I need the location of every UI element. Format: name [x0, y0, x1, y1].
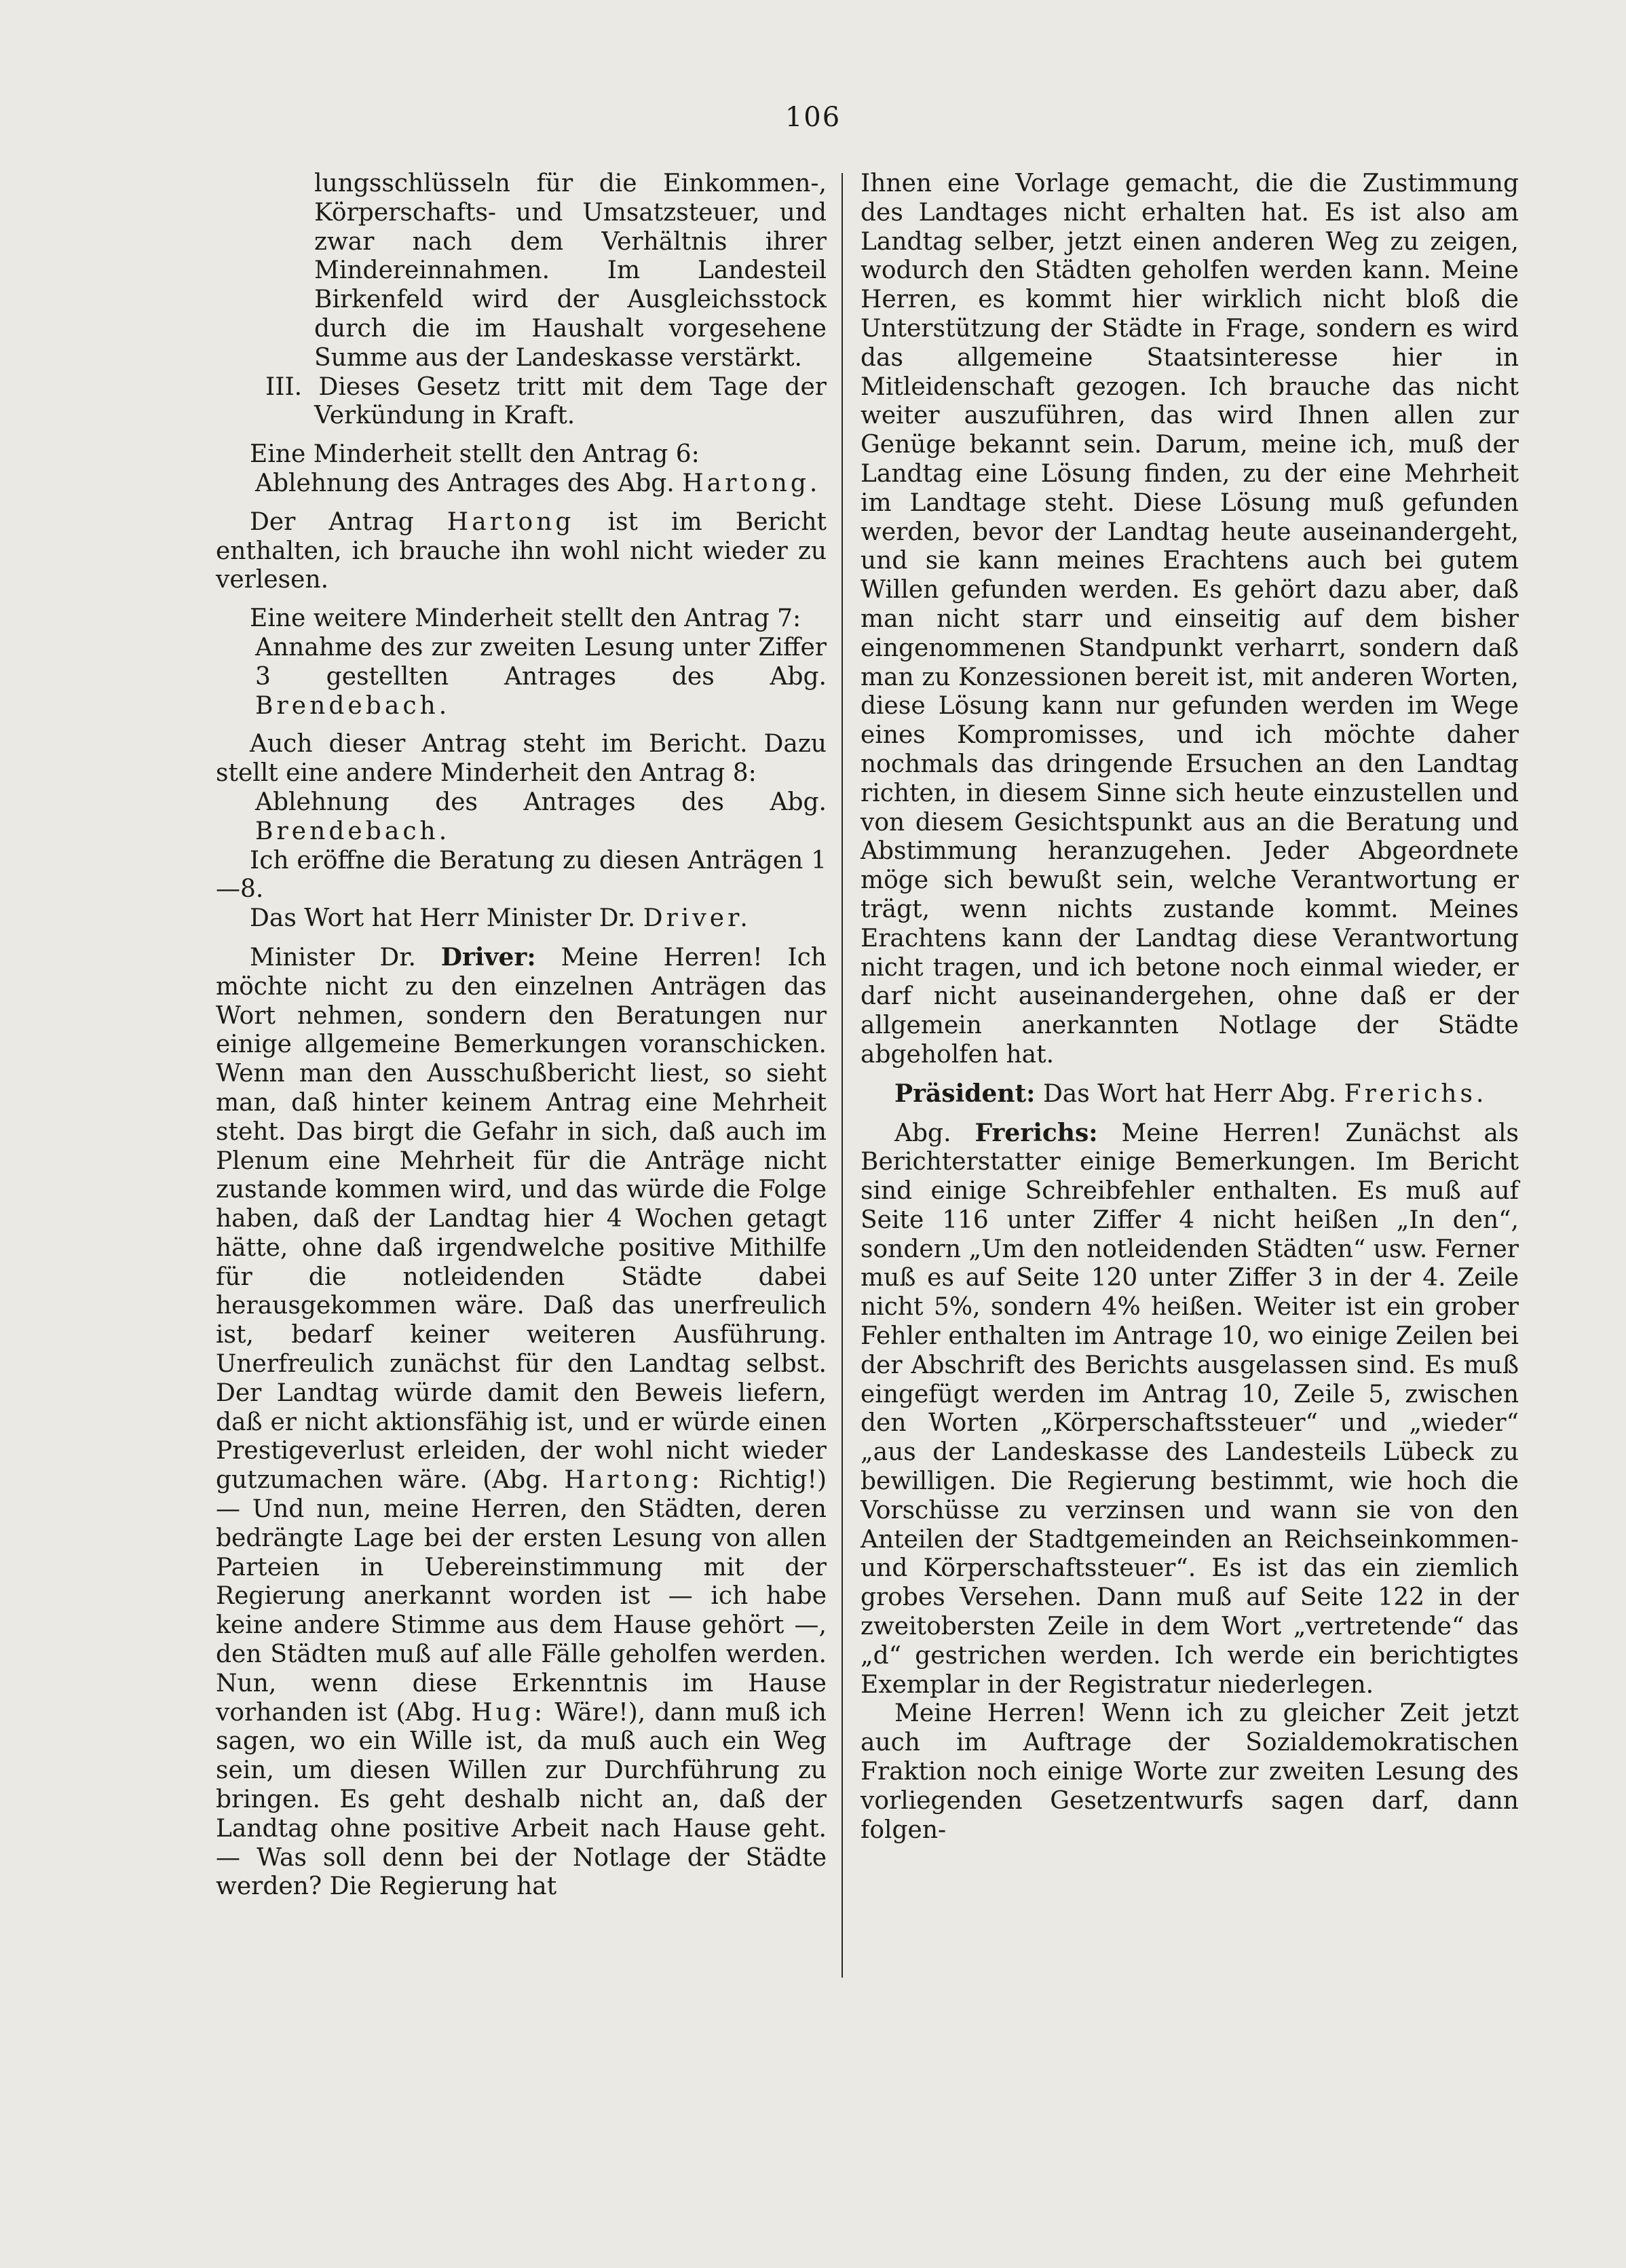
president-gives-floor	[861, 1079, 1519, 1109]
law-text-continuation: lungsschlüsseln für die Einkommen-, Körperschafts- und Umsatzsteuer, und zwar nach dem Verhältnis ihrer Mindereinnahmen. Im Landesteil Birkenfeld wird der Ausgleichsstock durch die im Haushalt vorgesehene Summe aus der Landeskasse verstärkt.	[314, 170, 827, 372]
frerichs-speech	[861, 1119, 1519, 1700]
speech-text: Richtig!) — Und nun, meine Herren, den Städten, deren bedrängte Lage bei der ersten Lesung von allen Parteien in Uebereinstimmung mit der Regierung anerkannt worden ist — ich habe keine andere Stimme aus dem Hause gehört —, den Städten muß auf alle Fälle geholfen werden. Nun, wenn diese Erkenntnis im Hause vorhanden ist (Abg.	[216, 1466, 827, 1727]
motion-6-text	[255, 469, 827, 499]
column-divider	[842, 173, 843, 1978]
speaker-name-bold: Präsident:	[894, 1079, 1036, 1108]
right-column	[861, 170, 1519, 1845]
motion-7-label: Annahme des zur zweiten Lesung unter Ziffer 3 gestellten Antrages des Abg.	[255, 633, 827, 691]
speaker-name-spaced: Frerichs.	[1344, 1079, 1488, 1108]
text-segment: ist im Bericht enthalten, ich brauche ihn wohl nicht wieder zu verlesen.	[216, 507, 827, 594]
speaker-name-bold: Frerichs:	[975, 1118, 1098, 1147]
minority-motion-7-intro: Eine weitere Minderheit stellt den Antrag 7:	[250, 604, 801, 633]
article-number: III.	[265, 372, 303, 401]
speech-text: Wäre!), dann muß ich sagen, wo ein Wille ist, da muß auch ein Weg sein, um diesen Willen zur Durchführung zu bringen. Es geht deshalb nicht an, daß der Landtag ohne positive Arbeit nach Hause geht. — Was soll denn bei der Notlage der Städte werden? Die Regierung hat	[216, 1698, 827, 1901]
paragraph-hartong-report	[216, 508, 827, 595]
motion-8-label: Ablehnung des Antrages des Abg.	[255, 788, 827, 816]
speaker-title: Abg.	[894, 1119, 951, 1147]
text-segment: Der Antrag	[250, 507, 414, 536]
minority-motion-8-intro: Auch dieser Antrag steht im Bericht. Dazu stellt eine andere Minderheit den Antrag 8:	[216, 730, 827, 788]
speaker-name-spaced: Hartong.	[682, 469, 821, 497]
minister-driver-speech	[216, 943, 827, 1902]
speaker-name-spaced: Hartong	[447, 507, 575, 536]
speech-text: Meine Herren! Zunächst als Berichterstatter einige Bemerkungen. Im Bericht sind einige Schreibfehler enthalten. Es muß auf Seite 116 unter Ziffer 4 nicht heißen „In den“, sondern „Um den notleidenden Städten“ usw. Ferner muß es auf Seite 120 unter Ziffer 3 in der 4. Zeile nicht 5%, sondern 4% heißen. Weiter ist ein grober Fehler enthalten im Antrage 10, wo einige Zeilen bei der Abschrift des Berichts ausgelassen sind. Es muß eingefügt werden im Antrag 10, Zeile 5, zwischen den Worten „Körperschaftssteuer“ und „wieder“ „aus der Landeskasse des Landesteils Lübeck zu bewilligen. Die Regierung bestimmt, wie hoch die Vorschüsse zu verzinsen und wann sie von den Anteilen der Stadtgemeinden an Reichseinkommen- und Körperschaftssteuer“. Es ist das ein ziemlich grobes Versehen. Dann muß auf Seite 122 in der zweitobersten Zeile in dem Wort „vertretende“ das „d“ gestrichen werden. Ich werde ein berichtigtes Exemplar in der Registratur niederlegen.	[861, 1119, 1519, 1699]
speech-text: Meine Herren! Ich möchte nicht zu den einzelnen Anträgen das Wort nehmen, sondern den Beratungen nur einige allgemeine Bemerkungen voranschicken. Wenn man den Ausschußbericht liest, so sieht man, daß hinter keinem Antrag eine Mehrheit steht. Das birgt die Gefahr in sich, daß auch im Plenum eine Mehrheit für die Anträge nicht zustande kommen wird, und das würde die Folge haben, daß der Landtag hier 4 Wochen getagt hätte, ohne daß irgendwelche positive Mithilfe für die notleidenden Städte dabei herausgekommen wäre. Daß das unerfreulich ist, bedarf keiner weiteren Ausführung. Unerfreulich zunächst für den Landtag selbst. Der Landtag würde damit den Beweis liefern, daß er nicht aktionsfähig ist, und er würde einen Prestigeverlust erleiden, der wohl nicht wieder gutzumachen wäre. (Abg.	[216, 943, 827, 1495]
open-debate: Ich eröffne die Beratung zu diesen Anträgen 1—8.	[216, 846, 827, 904]
interjector-name: Hartong:	[564, 1466, 704, 1495]
left-column	[216, 170, 827, 1902]
speaker-name-spaced: Brendebach.	[255, 817, 451, 845]
page-number: 106	[784, 102, 842, 133]
article-text: Dieses Gesetz tritt mit dem Tage der Verkündung in Kraft.	[314, 372, 827, 430]
text-segment: Das Wort hat Herr Minister Dr.	[250, 904, 636, 933]
motion-6-label: Ablehnung des Antrages des Abg.	[255, 469, 675, 497]
speaker-name-spaced: Driver.	[643, 904, 751, 933]
interjector-name: Hug:	[471, 1698, 546, 1727]
minister-driver-speech-continued: Ihnen eine Vorlage gemacht, die die Zustimmung des Landtages nicht erhalten hat. Es ist also am Landtag selber, jetzt einen anderen Weg zu zeigen, wodurch den Städten geholfen werden kann. Meine Herren, es kommt hier wirklich nicht bloß die Unterstützung der Städte in Frage, sondern es wird das allgemeine Staatsinteresse hier in Mitleidenschaft gezogen. Ich brauche das nicht weiter auszuführen, das wird Ihnen allen zur Genüge bekannt sein. Darum, meine ich, muß der Landtag eine Lösung finden, zu der eine Mehrheit im Landtage steht. Diese Lösung muß gefunden werden, bevor der Landtag heute auseinandergeht, und sie kann meines Erachtens auch bei gutem Willen gefunden werden. Es gehört dazu aber, daß man nicht starr und einseitig auf dem bisher eingenommenen Standpunkt verharrt, sondern daß man zu Konzessionen bereit ist, mit anderen Worten, diese Lösung kann nur gefunden werden im Wege eines Kompromisses, und ich möchte daher nochmals das dringende Ersuchen an den Landtag richten, in diesem Sinne sich heute einzustellen und von diesem Gesichtspunkt aus an die Beratung und Abstimmung heranzugehen. Jeder Abgeordnete möge sich bewußt sein, welche Verantwortung er trägt, wenn nichts zustande kommt. Meines Erachtens kann der Landtag diese Verantwortung nicht tragen, und ich betone noch einmal wieder, er darf nicht auseinandergehen, ohne daß er der allgemein anerkannten Notlage der Städte abgeholfen hat.	[861, 170, 1519, 1069]
motion-8-text	[255, 788, 827, 847]
speaker-name-spaced: Brendebach.	[255, 691, 451, 720]
minority-motion-6-intro: Eine Minderheit stellt den Antrag 6:	[250, 440, 700, 469]
speaker-name-bold: Driver:	[440, 942, 536, 972]
motion-7-text	[255, 634, 827, 720]
speaker-title: Minister Dr.	[250, 943, 416, 972]
frerichs-speech-continued: Meine Herren! Wenn ich zu gleicher Zeit jetzt auch im Auftrage der Sozialdemokratischen Fraktion noch einige Worte zur zweiten Lesung des vorliegenden Gesetzentwurfs sagen darf, dann folgen-	[861, 1699, 1519, 1844]
text-segment: Das Wort hat Herr Abg.	[1042, 1079, 1337, 1108]
law-article-iii	[265, 372, 827, 431]
floor-to-minister	[216, 904, 827, 934]
